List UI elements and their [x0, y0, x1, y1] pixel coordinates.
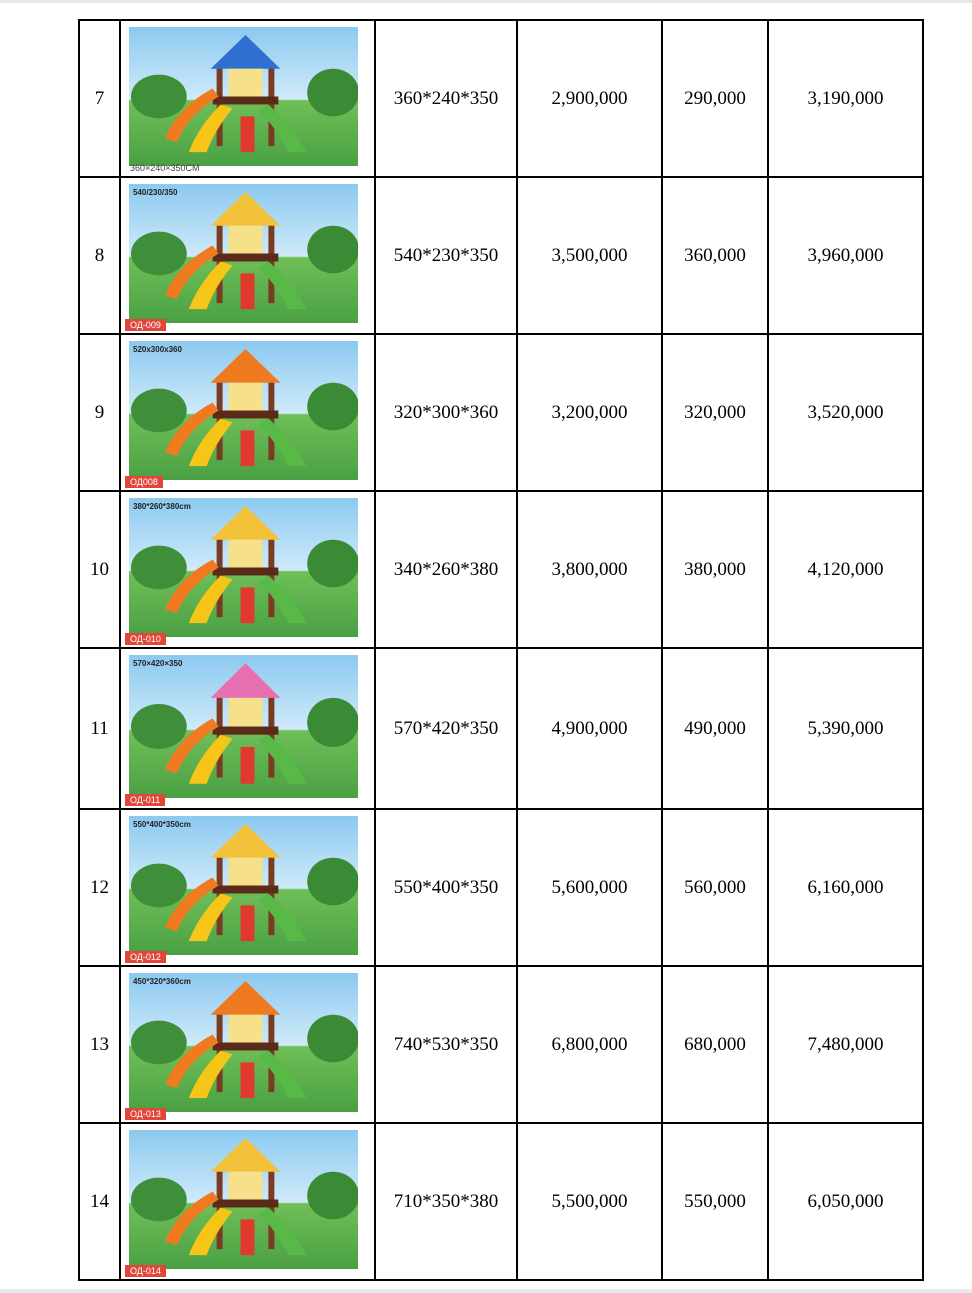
ladder	[241, 1219, 255, 1255]
total-cell: 6,160,000	[768, 809, 923, 966]
total-cell: 3,520,000	[768, 334, 923, 491]
price-cell: 2,900,000	[517, 20, 662, 177]
product-image-cell	[120, 20, 375, 177]
table-row	[79, 809, 923, 966]
playground-photo	[129, 1130, 358, 1269]
table-row	[79, 177, 923, 334]
table-row	[79, 20, 923, 177]
tax-cell: 560,000	[662, 809, 768, 966]
bottom-edge-band	[0, 1289, 972, 1293]
tree-shape	[307, 69, 358, 117]
platform	[213, 727, 279, 735]
platform	[213, 1200, 279, 1208]
tree-shape	[307, 540, 358, 588]
size-cell: 710*350*380	[375, 1123, 517, 1280]
playground-illustration	[129, 498, 358, 637]
product-price-table	[78, 19, 924, 1281]
platform	[213, 1043, 279, 1051]
tax-cell: 550,000	[662, 1123, 768, 1280]
tree-shape	[131, 546, 187, 590]
tower-roof	[211, 349, 281, 383]
tree-shape	[307, 858, 358, 906]
total-cell: 4,120,000	[768, 491, 923, 648]
total-cell: 3,960,000	[768, 177, 923, 334]
playground-illustration	[129, 184, 358, 323]
dimension-caption: 540/230/350	[133, 188, 178, 197]
product-image-cell	[120, 491, 375, 648]
playground-photo	[129, 973, 358, 1112]
tower-panel	[229, 540, 263, 568]
product-image-cell	[120, 1123, 375, 1280]
price-cell: 3,500,000	[517, 177, 662, 334]
dimension-caption: 520x300x360	[133, 345, 182, 354]
row-number-cell: 7	[79, 20, 120, 177]
tax-cell: 320,000	[662, 334, 768, 491]
green-slide	[258, 104, 306, 152]
tower-panel	[229, 1172, 263, 1200]
top-edge-band	[0, 0, 972, 3]
platform	[213, 97, 279, 105]
total-cell: 5,390,000	[768, 648, 923, 809]
size-cell: 740*530*350	[375, 966, 517, 1123]
playground-illustration	[129, 816, 358, 955]
playground-photo	[129, 184, 358, 323]
row-number-cell: 9	[79, 334, 120, 491]
product-image-cell	[120, 809, 375, 966]
price-cell: 5,600,000	[517, 809, 662, 966]
tree-shape	[131, 75, 187, 119]
tree-shape	[131, 389, 187, 433]
model-code-label: ОД-014	[125, 1265, 166, 1277]
size-cell: 540*230*350	[375, 177, 517, 334]
product-image-cell	[120, 966, 375, 1123]
playground-photo	[129, 27, 358, 166]
model-code-label: 360×240×350CM	[130, 163, 200, 173]
model-code-label: ОД-012	[125, 951, 166, 963]
model-code-label: ОД008	[125, 476, 163, 488]
tower-panel	[229, 383, 263, 411]
table-row	[79, 1123, 923, 1280]
row-number-cell: 10	[79, 491, 120, 648]
playground-photo	[129, 498, 358, 637]
platform	[213, 886, 279, 894]
playground-illustration	[129, 655, 358, 798]
model-code-label: ОД-011	[125, 794, 165, 806]
row-number-cell: 13	[79, 966, 120, 1123]
price-cell: 3,200,000	[517, 334, 662, 491]
playground-illustration	[129, 341, 358, 480]
tree-shape	[307, 1015, 358, 1063]
green-slide	[258, 1050, 306, 1098]
price-cell: 6,800,000	[517, 966, 662, 1123]
price-cell: 3,800,000	[517, 491, 662, 648]
dimension-caption: 570×420×350	[133, 659, 183, 668]
tree-shape	[131, 1178, 187, 1222]
product-image-cell	[120, 334, 375, 491]
tower-roof	[211, 1138, 281, 1172]
tower-panel	[229, 698, 263, 727]
size-cell: 340*260*380	[375, 491, 517, 648]
tax-cell: 360,000	[662, 177, 768, 334]
row-number-cell: 12	[79, 809, 120, 966]
size-cell: 320*300*360	[375, 334, 517, 491]
tree-shape	[131, 1021, 187, 1065]
row-number-cell: 14	[79, 1123, 120, 1280]
tax-cell: 380,000	[662, 491, 768, 648]
size-cell: 360*240*350	[375, 20, 517, 177]
table-row	[79, 491, 923, 648]
tree-shape	[307, 383, 358, 431]
ladder	[241, 587, 255, 623]
table-body	[79, 20, 923, 1280]
tax-cell: 680,000	[662, 966, 768, 1123]
tower-roof	[211, 824, 281, 858]
product-image-cell	[120, 648, 375, 809]
table-row	[79, 334, 923, 491]
platform	[213, 411, 279, 419]
platform	[213, 254, 279, 262]
table-row	[79, 648, 923, 809]
tower-panel	[229, 226, 263, 254]
total-cell: 6,050,000	[768, 1123, 923, 1280]
model-code-label: ОД-013	[125, 1108, 166, 1120]
tax-cell: 290,000	[662, 20, 768, 177]
price-cell: 5,500,000	[517, 1123, 662, 1280]
size-cell: 570*420*350	[375, 648, 517, 809]
playground-illustration	[129, 973, 358, 1112]
total-cell: 7,480,000	[768, 966, 923, 1123]
green-slide	[258, 418, 306, 466]
tree-shape	[131, 704, 187, 749]
playground-photo	[129, 341, 358, 480]
tower-roof	[211, 663, 281, 698]
row-number-cell: 11	[79, 648, 120, 809]
table-row	[79, 966, 923, 1123]
green-slide	[258, 1207, 306, 1255]
row-number-cell: 8	[79, 177, 120, 334]
playground-photo	[129, 816, 358, 955]
tower-roof	[211, 506, 281, 540]
ladder	[241, 430, 255, 466]
playground-illustration	[129, 27, 358, 166]
size-cell: 550*400*350	[375, 809, 517, 966]
ladder	[241, 116, 255, 152]
ladder	[241, 273, 255, 309]
ladder	[241, 747, 255, 784]
total-cell: 3,190,000	[768, 20, 923, 177]
platform	[213, 568, 279, 576]
dimension-caption: 550*400*350cm	[133, 820, 191, 829]
tree-shape	[131, 232, 187, 276]
tax-cell: 490,000	[662, 648, 768, 809]
tower-panel	[229, 69, 263, 97]
ladder	[241, 1062, 255, 1098]
model-code-label: ОД-009	[125, 319, 166, 331]
playground-illustration	[129, 1130, 358, 1269]
tower-roof	[211, 35, 281, 69]
price-cell: 4,900,000	[517, 648, 662, 809]
ladder	[241, 905, 255, 941]
dimension-caption: 380*260*380cm	[133, 502, 191, 511]
tower-panel	[229, 858, 263, 886]
playground-photo	[129, 655, 358, 798]
dimension-caption: 450*320*360cm	[133, 977, 191, 986]
green-slide	[258, 735, 306, 784]
tree-shape	[307, 698, 358, 747]
green-slide	[258, 575, 306, 623]
tower-panel	[229, 1015, 263, 1043]
green-slide	[258, 261, 306, 309]
tower-roof	[211, 192, 281, 226]
product-image-cell	[120, 177, 375, 334]
tree-shape	[307, 226, 358, 274]
tree-shape	[307, 1172, 358, 1220]
tree-shape	[131, 864, 187, 908]
tower-roof	[211, 981, 281, 1015]
green-slide	[258, 893, 306, 941]
model-code-label: ОД-010	[125, 633, 166, 645]
